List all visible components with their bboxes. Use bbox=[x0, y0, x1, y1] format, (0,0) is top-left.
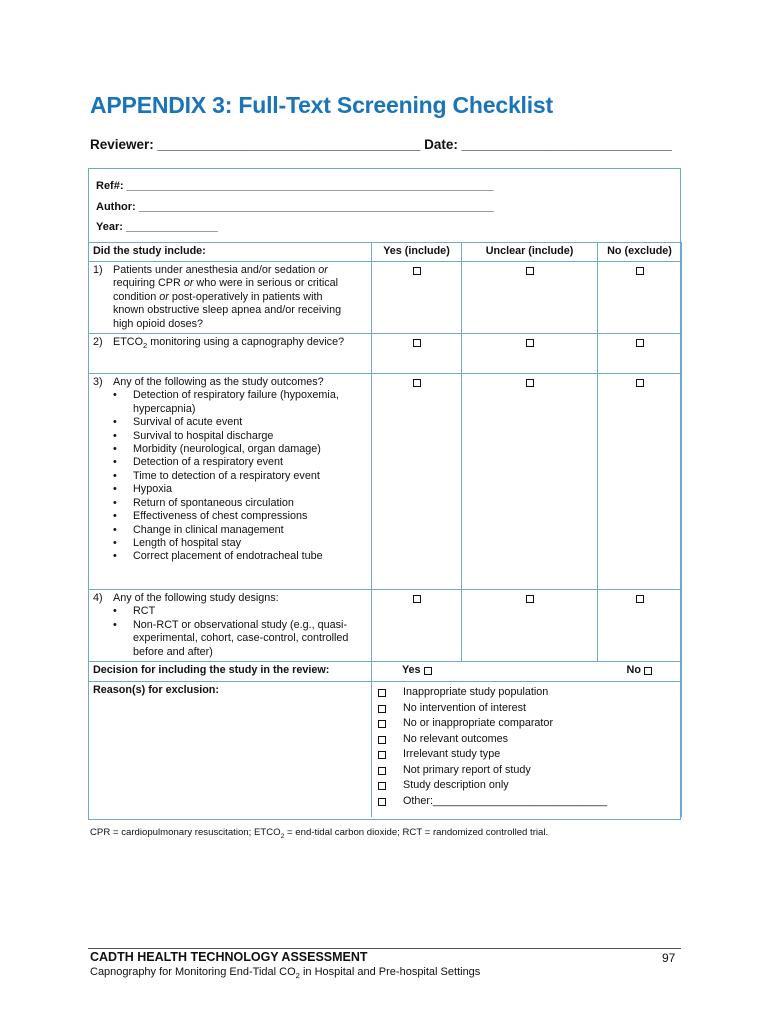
header-unclear: Unclear (include) bbox=[462, 243, 598, 262]
list-item: • Survival to hospital discharge bbox=[133, 430, 367, 443]
list-item: • RCT bbox=[133, 605, 363, 618]
checkbox-yes-q4[interactable] bbox=[413, 595, 421, 603]
checkbox-reason[interactable] bbox=[378, 720, 386, 728]
question-2: 2) $ETCO_2$ monitoring using a capnography device? bbox=[89, 334, 372, 374]
list-item: No relevant outcomes bbox=[376, 732, 677, 748]
footer-title: CADTH HEALTH TECHNOLOGY ASSESSMENT bbox=[90, 950, 368, 964]
question-1: 1) Patients under anesthesia and/or sedation or requiring CPR or who were in serious or critical condition or post-operatively in patients with known obstructive sleep apnea and/or receiving high opioid doses? bbox=[89, 262, 372, 334]
list-item: • Non-RCT or observational study (e.g., quasi-experimental, cohort, case-control, controlled before and after) bbox=[133, 619, 363, 659]
list-item: • Morbidity (neurological, organ damage) bbox=[133, 443, 367, 456]
checkbox-yes-q1[interactable] bbox=[413, 267, 421, 275]
decision-label: Decision for including the study in the review: bbox=[89, 662, 372, 682]
list-item: • Effectiveness of chest compressions bbox=[133, 510, 367, 523]
footer-subtitle: Capnography for Monitoring End-Tidal $CO_2$ in Hospital and Pre-hospital Settings bbox=[90, 966, 481, 981]
page-title: APPENDIX 3: Full-Text Screening Checklist bbox=[90, 92, 553, 118]
ref-field: Ref#: ____________________________________________________________ bbox=[96, 180, 494, 192]
decision-no: No bbox=[598, 662, 682, 682]
decision-row bbox=[89, 662, 682, 682]
checkbox-reason[interactable] bbox=[378, 798, 386, 806]
question-row-1 bbox=[89, 262, 682, 334]
checkbox-unclear-q1[interactable] bbox=[526, 267, 534, 275]
list-item: • Hypoxia bbox=[133, 483, 367, 496]
checkbox-reason[interactable] bbox=[378, 751, 386, 759]
designs-list bbox=[93, 605, 367, 659]
decision-yes: Yes bbox=[372, 662, 462, 682]
list-item: • Correct placement of endotracheal tube bbox=[133, 550, 367, 563]
checkbox-unclear-q3[interactable] bbox=[526, 379, 534, 387]
checkbox-no-q1[interactable] bbox=[636, 267, 644, 275]
list-item: Not primary report of study bbox=[376, 763, 677, 779]
list-item: • Detection of respiratory failure (hypoxemia, hypercapnia) bbox=[133, 389, 367, 416]
list-item: Irrelevant study type bbox=[376, 747, 677, 763]
checkbox-reason[interactable] bbox=[378, 782, 386, 790]
checkbox-unclear-q4[interactable] bbox=[526, 595, 534, 603]
page-number: 97 bbox=[662, 951, 676, 965]
list-item: • Change in clinical management bbox=[133, 524, 367, 537]
list-item: • Survival of acute event bbox=[133, 416, 367, 429]
year-field: Year: _______________ bbox=[96, 221, 218, 233]
checkbox-reason[interactable] bbox=[378, 689, 386, 697]
list-item: • Return of spontaneous circulation bbox=[133, 497, 367, 510]
list-item: • Length of hospital stay bbox=[133, 537, 367, 550]
header-row bbox=[89, 243, 682, 262]
checkbox-decision-no[interactable] bbox=[644, 667, 652, 675]
checkbox-yes-q3[interactable] bbox=[413, 379, 421, 387]
list-item: Study description only bbox=[376, 778, 677, 794]
footnote: CPR = cardiopulmonary resuscitation; $ETCO_2$ = end-tidal carbon dioxide; RCT = randomized controlled trial. bbox=[90, 827, 549, 840]
header-no: No (exclude) bbox=[598, 243, 682, 262]
question-row-3 bbox=[89, 374, 682, 590]
header-question: Did the study include: bbox=[89, 243, 372, 262]
screening-table bbox=[88, 242, 682, 817]
checkbox-reason[interactable] bbox=[378, 736, 386, 744]
reasons-row bbox=[89, 682, 682, 817]
question-3: 3) Any of the following as the study outcomes? • Detection of respiratory failure (hypoxemia, hypercapnia) • Survival of acute event • Survival to hospital discharge • Morbidity (neurological, organ damage) • Detection of a respiratory event • Time to detection of a respiratory event • Hypoxia • Return of spontaneous circulation • Effectiveness of chest compressions • Change in clinical management • Length of hospital stay • Correct placement of endotracheal tube bbox=[89, 374, 372, 590]
list-item: No intervention of interest bbox=[376, 701, 677, 717]
author-field: Author: __________________________________________________________ bbox=[96, 201, 494, 213]
question-4: 4) Any of the following study designs: • RCT • Non-RCT or observational study (e.g., quasi-experimental, cohort, case-control, controlled before and after) bbox=[89, 590, 372, 662]
list-item: Inappropriate study population bbox=[376, 685, 677, 701]
checkbox-no-q3[interactable] bbox=[636, 379, 644, 387]
checkbox-reason[interactable] bbox=[378, 767, 386, 775]
header-yes: Yes (include) bbox=[372, 243, 462, 262]
outcomes-list bbox=[93, 389, 367, 563]
checkbox-no-q4[interactable] bbox=[636, 595, 644, 603]
checkbox-no-q2[interactable] bbox=[636, 339, 644, 347]
list-item: • Time to detection of a respiratory event bbox=[133, 470, 367, 483]
checkbox-reason[interactable] bbox=[378, 705, 386, 713]
question-row-4 bbox=[89, 590, 682, 662]
question-row-2 bbox=[89, 334, 682, 374]
checkbox-decision-yes[interactable] bbox=[424, 667, 432, 675]
list-item: Other:_____________________________ bbox=[376, 794, 677, 810]
footer-divider bbox=[88, 948, 681, 949]
question-number: 1) bbox=[93, 264, 103, 276]
list-item: No or inappropriate comparator bbox=[376, 716, 677, 732]
reasons-label: Reason(s) for exclusion: bbox=[89, 682, 372, 817]
list-item: • Detection of a respiratory event bbox=[133, 456, 367, 469]
checkbox-unclear-q2[interactable] bbox=[526, 339, 534, 347]
checkbox-yes-q2[interactable] bbox=[413, 339, 421, 347]
reviewer-date-line: Reviewer: ___________________________________ Date: ____________________________ bbox=[90, 137, 672, 152]
reasons-list bbox=[372, 682, 682, 817]
